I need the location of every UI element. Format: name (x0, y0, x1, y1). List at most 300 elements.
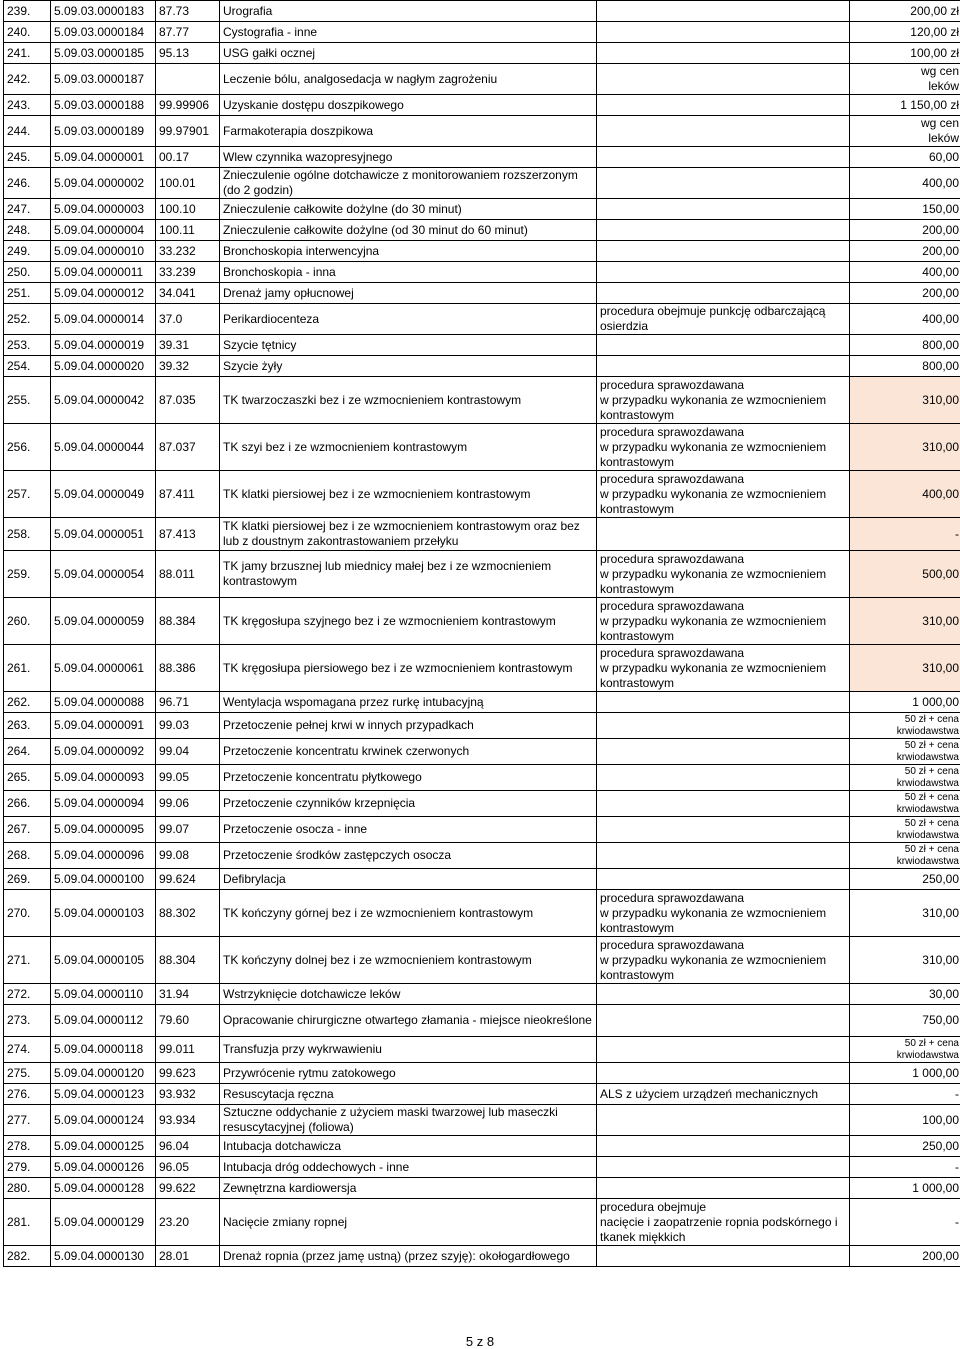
procedure-code: 5.09.04.0000002 (51, 168, 156, 199)
procedure-price: 50 zł + cena krwiodawstwa (850, 1037, 960, 1063)
procedure-price: 200,00 (850, 220, 960, 241)
procedure-price: 60,00 (850, 147, 960, 168)
table-row (4, 356, 960, 377)
table-row (4, 791, 960, 817)
procedure-code: 5.09.04.0000095 (51, 817, 156, 843)
procedure-name: Szycie żyły (220, 356, 597, 377)
procedure-price: 50 zł + cena krwiodawstwa (850, 739, 960, 765)
row-number: 258. (4, 518, 51, 551)
procedure-code: 5.09.03.0000183 (51, 1, 156, 22)
icd9-code: 99.622 (156, 1178, 220, 1199)
procedure-code: 5.09.04.0000049 (51, 471, 156, 518)
procedure-price: 150,00 (850, 199, 960, 220)
table-row (4, 817, 960, 843)
procedure-note (597, 1005, 850, 1037)
icd9-code: 34.041 (156, 283, 220, 304)
row-number: 248. (4, 220, 51, 241)
row-number: 274. (4, 1037, 51, 1063)
row-number: 243. (4, 95, 51, 116)
row-number: 277. (4, 1105, 51, 1136)
procedure-code: 5.09.04.0000094 (51, 791, 156, 817)
procedure-price: 310,00 (850, 424, 960, 471)
procedure-name: Zewnętrzna kardiowersja (220, 1178, 597, 1199)
procedure-note (597, 869, 850, 890)
procedure-name: Przetoczenie środków zastępczych osocza (220, 843, 597, 869)
procedure-price: 250,00 (850, 1136, 960, 1157)
table-row (4, 551, 960, 598)
icd9-code: 87.411 (156, 471, 220, 518)
procedure-note (597, 168, 850, 199)
procedure-name: Drenaż jamy opłucnowej (220, 283, 597, 304)
procedure-note (597, 1178, 850, 1199)
procedure-note (597, 1105, 850, 1136)
procedure-name: TK szyi bez i ze wzmocnieniem kontrastowym (220, 424, 597, 471)
procedure-code: 5.09.04.0000120 (51, 1063, 156, 1084)
procedure-note (597, 1037, 850, 1063)
table-row (4, 1157, 960, 1178)
icd9-code: 87.037 (156, 424, 220, 471)
procedure-price: 120,00 zł (850, 22, 960, 43)
procedure-name: USG gałki ocznej (220, 43, 597, 64)
table-row (4, 1246, 960, 1267)
procedure-name: Sztuczne oddychanie z użyciem maski twarzowej lub maseczki resuscytacyjnej (foliowa) (220, 1105, 597, 1136)
price-list-table (3, 0, 960, 1267)
procedure-code: 5.09.04.0000061 (51, 645, 156, 692)
row-number: 271. (4, 937, 51, 984)
row-number: 260. (4, 598, 51, 645)
icd9-code: 96.04 (156, 1136, 220, 1157)
table-row (4, 869, 960, 890)
procedure-code: 5.09.03.0000189 (51, 116, 156, 147)
procedure-code: 5.09.04.0000019 (51, 335, 156, 356)
table-row (4, 95, 960, 116)
procedure-name: Opracowanie chirurgiczne otwartego złamania - miejsce nieokreślone (220, 1005, 597, 1037)
procedure-note (597, 356, 850, 377)
row-number: 253. (4, 335, 51, 356)
icd9-code: 99.99906 (156, 95, 220, 116)
procedure-price: 30,00 (850, 984, 960, 1005)
icd9-code: 00.17 (156, 147, 220, 168)
table-row (4, 64, 960, 95)
procedure-price: 50 zł + cena krwiodawstwa (850, 713, 960, 739)
procedure-price: 100,00 zł (850, 43, 960, 64)
procedure-price: 200,00 (850, 1246, 960, 1267)
procedure-name: Cystografia - inne (220, 22, 597, 43)
icd9-code: 88.302 (156, 890, 220, 937)
icd9-code: 33.239 (156, 262, 220, 283)
procedure-note (597, 1063, 850, 1084)
icd9-code: 100.10 (156, 199, 220, 220)
row-number: 282. (4, 1246, 51, 1267)
procedure-code: 5.09.03.0000185 (51, 43, 156, 64)
procedure-note (597, 739, 850, 765)
procedure-note (597, 220, 850, 241)
icd9-code: 99.011 (156, 1037, 220, 1063)
procedure-code: 5.09.04.0000103 (51, 890, 156, 937)
table-row (4, 843, 960, 869)
procedure-name: Przetoczenie pełnej krwi w innych przypadkach (220, 713, 597, 739)
procedure-note (597, 199, 850, 220)
procedure-price: - (850, 1084, 960, 1105)
procedure-note (597, 95, 850, 116)
procedure-code: 5.09.03.0000184 (51, 22, 156, 43)
procedure-code: 5.09.04.0000044 (51, 424, 156, 471)
table-row (4, 199, 960, 220)
table-row (4, 262, 960, 283)
table-row (4, 692, 960, 713)
icd9-code: 87.73 (156, 1, 220, 22)
procedure-code: 5.09.04.0000092 (51, 739, 156, 765)
row-number: 262. (4, 692, 51, 713)
row-number: 272. (4, 984, 51, 1005)
procedure-price: 200,00 (850, 283, 960, 304)
procedure-note: procedura sprawozdawana w przypadku wykonania ze wzmocnieniem kontrastowym (597, 598, 850, 645)
icd9-code: 88.304 (156, 937, 220, 984)
procedure-name: TK twarzoczaszki bez i ze wzmocnieniem kontrastowym (220, 377, 597, 424)
table-row (4, 377, 960, 424)
procedure-code: 5.09.04.0000014 (51, 304, 156, 335)
table-row (4, 890, 960, 937)
row-number: 267. (4, 817, 51, 843)
row-number: 261. (4, 645, 51, 692)
row-number: 250. (4, 262, 51, 283)
procedure-code: 5.09.04.0000010 (51, 241, 156, 262)
procedure-name: Bronchoskopia - inna (220, 262, 597, 283)
procedure-note: procedura obejmuje punkcję odbarczającą osierdzia (597, 304, 850, 335)
icd9-code: 88.384 (156, 598, 220, 645)
row-number: 254. (4, 356, 51, 377)
icd9-code: 100.11 (156, 220, 220, 241)
row-number: 242. (4, 64, 51, 95)
table-row (4, 22, 960, 43)
procedure-price: 1 000,00 (850, 1063, 960, 1084)
table-row (4, 1105, 960, 1136)
procedure-note (597, 791, 850, 817)
table-row (4, 598, 960, 645)
icd9-code: 37.0 (156, 304, 220, 335)
procedure-name: Nacięcie zmiany ropnej (220, 1199, 597, 1246)
procedure-price: 310,00 (850, 645, 960, 692)
table-row (4, 984, 960, 1005)
procedure-name: Resuscytacja ręczna (220, 1084, 597, 1105)
row-number: 268. (4, 843, 51, 869)
procedure-price: 400,00 (850, 168, 960, 199)
table-row (4, 765, 960, 791)
procedure-note: procedura sprawozdawana w przypadku wykonania ze wzmocnieniem kontrastowym (597, 471, 850, 518)
procedure-name: Przetoczenie koncentratu płytkowego (220, 765, 597, 791)
icd9-code: 99.624 (156, 869, 220, 890)
icd9-code: 39.31 (156, 335, 220, 356)
procedure-name: Znieczulenie całkowite dożylne (od 30 minut do 60 minut) (220, 220, 597, 241)
icd9-code: 100.01 (156, 168, 220, 199)
procedure-price: wg cen leków (850, 116, 960, 147)
procedure-price: 1 000,00 (850, 1178, 960, 1199)
row-number: 263. (4, 713, 51, 739)
procedure-code: 5.09.04.0000112 (51, 1005, 156, 1037)
row-number: 244. (4, 116, 51, 147)
row-number: 280. (4, 1178, 51, 1199)
procedure-name: Wentylacja wspomagana przez rurkę intubacyjną (220, 692, 597, 713)
row-number: 279. (4, 1157, 51, 1178)
procedure-note: procedura obejmuje nacięcie i zaopatrzenie ropnia podskórnego i tkanek miękkich (597, 1199, 850, 1246)
procedure-name: Transfuzja przy wykrwawieniu (220, 1037, 597, 1063)
procedure-name: Przetoczenie koncentratu krwinek czerwonych (220, 739, 597, 765)
table-row (4, 43, 960, 64)
row-number: 247. (4, 199, 51, 220)
procedure-code: 5.09.04.0000054 (51, 551, 156, 598)
icd9-code: 87.413 (156, 518, 220, 551)
row-number: 239. (4, 1, 51, 22)
table-row (4, 241, 960, 262)
procedure-price: 500,00 (850, 551, 960, 598)
icd9-code: 99.08 (156, 843, 220, 869)
row-number: 256. (4, 424, 51, 471)
row-number: 240. (4, 22, 51, 43)
procedure-price: 50 zł + cena krwiodawstwa (850, 843, 960, 869)
procedure-name: Przetoczenie czynników krzepnięcia (220, 791, 597, 817)
row-number: 252. (4, 304, 51, 335)
icd9-code: 95.13 (156, 43, 220, 64)
table-row (4, 937, 960, 984)
procedure-note (597, 1246, 850, 1267)
procedure-price: 1 150,00 zł (850, 95, 960, 116)
procedure-name: Defibrylacja (220, 869, 597, 890)
procedure-note (597, 1136, 850, 1157)
procedure-note (597, 713, 850, 739)
procedure-code: 5.09.04.0000059 (51, 598, 156, 645)
row-number: 265. (4, 765, 51, 791)
table-row (4, 220, 960, 241)
table-row (4, 1136, 960, 1157)
procedure-name: TK jamy brzusznej lub miednicy małej bez i ze wzmocnieniem kontrastowym (220, 551, 597, 598)
table-row (4, 147, 960, 168)
procedure-code: 5.09.04.0000130 (51, 1246, 156, 1267)
icd9-code: 99.623 (156, 1063, 220, 1084)
procedure-name: Przetoczenie osocza - inne (220, 817, 597, 843)
procedure-code: 5.09.04.0000128 (51, 1178, 156, 1199)
icd9-code: 88.011 (156, 551, 220, 598)
procedure-price: 800,00 (850, 335, 960, 356)
icd9-code: 23.20 (156, 1199, 220, 1246)
procedure-price: 200,00 zł (850, 1, 960, 22)
procedure-price: 50 zł + cena krwiodawstwa (850, 817, 960, 843)
procedure-name: Przywrócenie rytmu zatokowego (220, 1063, 597, 1084)
procedure-note (597, 1, 850, 22)
procedure-code: 5.09.04.0000091 (51, 713, 156, 739)
icd9-code: 33.232 (156, 241, 220, 262)
procedure-name: TK kończyny górnej bez i ze wzmocnieniem kontrastowym (220, 890, 597, 937)
row-number: 275. (4, 1063, 51, 1084)
procedure-note (597, 765, 850, 791)
icd9-code: 99.97901 (156, 116, 220, 147)
procedure-price: 310,00 (850, 937, 960, 984)
icd9-code: 87.035 (156, 377, 220, 424)
procedure-price: 400,00 (850, 471, 960, 518)
procedure-name: Intubacja dróg oddechowych - inne (220, 1157, 597, 1178)
row-number: 255. (4, 377, 51, 424)
procedure-name: Uzyskanie dostępu doszpikowego (220, 95, 597, 116)
procedure-note (597, 64, 850, 95)
procedure-code: 5.09.04.0000110 (51, 984, 156, 1005)
procedure-note: procedura sprawozdawana w przypadku wykonania ze wzmocnieniem kontrastowym (597, 377, 850, 424)
table-row (4, 1037, 960, 1063)
procedure-name: Szycie tętnicy (220, 335, 597, 356)
row-number: 264. (4, 739, 51, 765)
row-number: 241. (4, 43, 51, 64)
row-number: 246. (4, 168, 51, 199)
row-number: 281. (4, 1199, 51, 1246)
table-row (4, 471, 960, 518)
table-row (4, 168, 960, 199)
table-row (4, 1005, 960, 1037)
procedure-code: 5.09.04.0000004 (51, 220, 156, 241)
procedure-code: 5.09.04.0000100 (51, 869, 156, 890)
procedure-note: procedura sprawozdawana w przypadku wykonania ze wzmocnieniem kontrastowym (597, 645, 850, 692)
procedure-price: - (850, 518, 960, 551)
procedure-name: Farmakoterapia doszpikowa (220, 116, 597, 147)
procedure-price: 800,00 (850, 356, 960, 377)
row-number: 266. (4, 791, 51, 817)
procedure-note (597, 262, 850, 283)
procedure-code: 5.09.04.0000093 (51, 765, 156, 791)
procedure-note (597, 843, 850, 869)
procedure-price: 310,00 (850, 377, 960, 424)
procedure-name: Drenaż ropnia (przez jamę ustną) (przez szyję): okołogardłowego (220, 1246, 597, 1267)
row-number: 251. (4, 283, 51, 304)
procedure-code: 5.09.04.0000126 (51, 1157, 156, 1178)
procedure-note (597, 116, 850, 147)
procedure-name: Znieczulenie ogólne dotchawicze z monitorowaniem rozszerzonym (do 2 godzin) (220, 168, 597, 199)
table-row (4, 1178, 960, 1199)
procedure-price: 750,00 (850, 1005, 960, 1037)
icd9-code: 31.94 (156, 984, 220, 1005)
procedure-price: 1 000,00 (850, 692, 960, 713)
procedure-price: 50 zł + cena krwiodawstwa (850, 791, 960, 817)
row-number: 257. (4, 471, 51, 518)
procedure-name: Urografia (220, 1, 597, 22)
icd9-code: 96.05 (156, 1157, 220, 1178)
procedure-note (597, 692, 850, 713)
table-row (4, 1199, 960, 1246)
icd9-code: 93.934 (156, 1105, 220, 1136)
page-number: 5 z 8 (0, 1334, 960, 1349)
procedure-note: procedura sprawozdawana w przypadku wykonania ze wzmocnieniem kontrastowym (597, 551, 850, 598)
icd9-code (156, 64, 220, 95)
icd9-code: 88.386 (156, 645, 220, 692)
procedure-code: 5.09.04.0000003 (51, 199, 156, 220)
procedure-code: 5.09.04.0000088 (51, 692, 156, 713)
procedure-note (597, 518, 850, 551)
procedure-note (597, 283, 850, 304)
procedure-name: TK kończyny dolnej bez i ze wzmocnieniem kontrastowym (220, 937, 597, 984)
procedure-note (597, 817, 850, 843)
procedure-code: 5.09.04.0000012 (51, 283, 156, 304)
procedure-name: TK kręgosłupa piersiowego bez i ze wzmocnieniem kontrastowym (220, 645, 597, 692)
procedure-code: 5.09.04.0000001 (51, 147, 156, 168)
procedure-note (597, 1157, 850, 1178)
procedure-price: - (850, 1157, 960, 1178)
procedure-price: 50 zł + cena krwiodawstwa (850, 765, 960, 791)
icd9-code: 96.71 (156, 692, 220, 713)
icd9-code: 99.04 (156, 739, 220, 765)
procedure-code: 5.09.04.0000129 (51, 1199, 156, 1246)
table-row (4, 335, 960, 356)
icd9-code: 39.32 (156, 356, 220, 377)
procedure-note (597, 147, 850, 168)
icd9-code: 93.932 (156, 1084, 220, 1105)
procedure-name: TK klatki piersiowej bez i ze wzmocnieniem kontrastowym oraz bez lub z doustnym zakontrastowaniem przełyku (220, 518, 597, 551)
procedure-name: Intubacja dotchawicza (220, 1136, 597, 1157)
icd9-code: 99.05 (156, 765, 220, 791)
procedure-note: procedura sprawozdawana w przypadku wykonania ze wzmocnieniem kontrastowym (597, 890, 850, 937)
procedure-price: 100,00 (850, 1105, 960, 1136)
procedure-name: Znieczulenie całkowite dożylne (do 30 minut) (220, 199, 597, 220)
table-row (4, 116, 960, 147)
row-number: 276. (4, 1084, 51, 1105)
icd9-code: 28.01 (156, 1246, 220, 1267)
procedure-price: 310,00 (850, 598, 960, 645)
row-number: 259. (4, 551, 51, 598)
icd9-code: 99.06 (156, 791, 220, 817)
procedure-note (597, 43, 850, 64)
procedure-price: wg cen leków (850, 64, 960, 95)
procedure-code: 5.09.04.0000096 (51, 843, 156, 869)
procedure-code: 5.09.04.0000123 (51, 1084, 156, 1105)
row-number: 278. (4, 1136, 51, 1157)
table-row (4, 1063, 960, 1084)
procedure-code: 5.09.04.0000125 (51, 1136, 156, 1157)
procedure-note (597, 241, 850, 262)
procedure-name: TK kręgosłupa szyjnego bez i ze wzmocnieniem kontrastowym (220, 598, 597, 645)
procedure-code: 5.09.04.0000124 (51, 1105, 156, 1136)
table-row (4, 739, 960, 765)
procedure-note: procedura sprawozdawana w przypadku wykonania ze wzmocnieniem kontrastowym (597, 424, 850, 471)
icd9-code: 99.03 (156, 713, 220, 739)
procedure-price: 400,00 (850, 304, 960, 335)
procedure-name: Wlew czynnika wazopresyjnego (220, 147, 597, 168)
procedure-note (597, 22, 850, 43)
procedure-price: 200,00 (850, 241, 960, 262)
icd9-code: 99.07 (156, 817, 220, 843)
table-row (4, 283, 960, 304)
procedure-note (597, 984, 850, 1005)
procedure-name: Bronchoskopia interwencyjna (220, 241, 597, 262)
procedure-name: Perikardiocenteza (220, 304, 597, 335)
procedure-code: 5.09.04.0000011 (51, 262, 156, 283)
icd9-code: 79.60 (156, 1005, 220, 1037)
procedure-code: 5.09.03.0000187 (51, 64, 156, 95)
procedure-code: 5.09.04.0000042 (51, 377, 156, 424)
row-number: 273. (4, 1005, 51, 1037)
row-number: 249. (4, 241, 51, 262)
table-row (4, 518, 960, 551)
procedure-name: Leczenie bólu, analgosedacja w nagłym zagrożeniu (220, 64, 597, 95)
table-row (4, 424, 960, 471)
table-row (4, 1, 960, 22)
procedure-code: 5.09.04.0000105 (51, 937, 156, 984)
icd9-code: 87.77 (156, 22, 220, 43)
procedure-code: 5.09.04.0000020 (51, 356, 156, 377)
procedure-code: 5.09.03.0000188 (51, 95, 156, 116)
table-row (4, 713, 960, 739)
table-row (4, 645, 960, 692)
table-row (4, 1084, 960, 1105)
procedure-price: 400,00 (850, 262, 960, 283)
procedure-price: 310,00 (850, 890, 960, 937)
procedure-price: - (850, 1199, 960, 1246)
procedure-note (597, 335, 850, 356)
procedure-note: ALS z użyciem urządzeń mechanicznych (597, 1084, 850, 1105)
